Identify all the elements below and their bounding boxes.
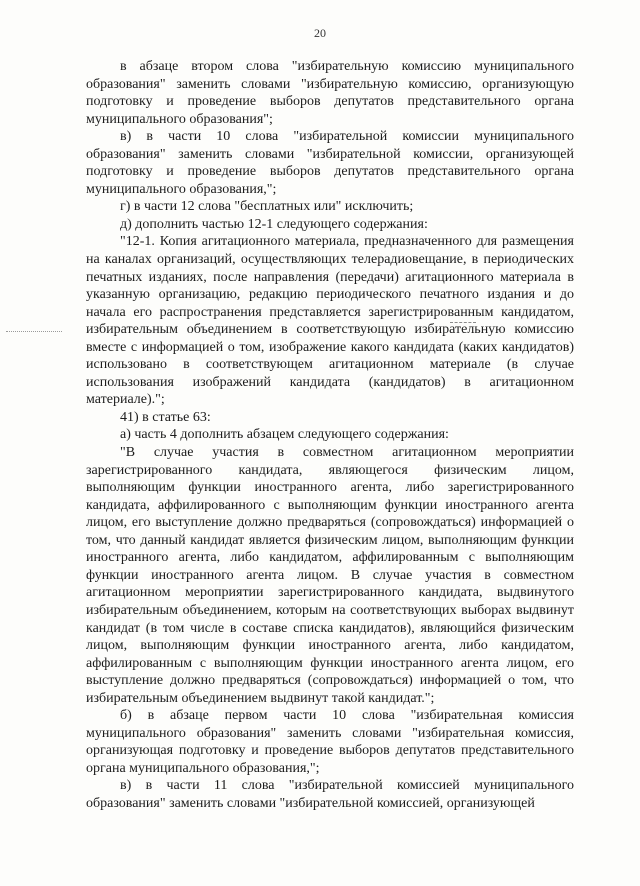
document-body: [86, 58, 574, 813]
paragraph: г) в части 12 слова "бесплатных или" исключить;: [120, 199, 414, 215]
paragraph: б) в абзаце первом части 10 слова "избирательная комиссия муниципального образования" заменить словами "избирательная комиссия, организующая подготовку и проведение выборов депутатов представительного органа муниципального образования,";: [86, 708, 574, 776]
paragraph: 41) в статье 63:: [120, 409, 211, 425]
scan-artifact-mark: [6, 331, 62, 332]
paragraph: в абзаце втором слова "избирательную комиссию муниципального образования" заменить словами "избирательную комиссию, организующую подготовку и проведение выборов депутатов представительного органа муниципального образования";: [86, 59, 574, 127]
paragraph: в) в части 10 слова "избирательной комиссии муниципального образования" заменить словами "избирательной комиссии, организующей подготовку и проведение выборов депутатов представительного органа муниципального образования,";: [86, 129, 574, 197]
paragraph: в) в части 11 слова "избирательной комиссией муниципального образования" заменить словами "избирательной комиссией, организующей: [86, 778, 574, 811]
paragraph: "В случае участия в совместном агитационном мероприятии зарегистрированного кандидата, являющегося физическим лицом, выполняющим функции иностранного агента, либо зарегистрированного кандидата, аффилированного с выполняющим функции иностранного агента лицом, его выступление должно предваряться (сопровождаться) информацией о том, что данный кандидат является физическим лицом, выполняющим функции иностранного агента, либо кандидатом, аффилированным с выполняющим функции иностранного агента лицом. В случае участия в совместном агитационном мероприятии зарегистрированного кандидата, выдвинутого избирательным объединением, которым на соответствующих выборах выдвинут кандидат (в том числе в составе списка кандидатов), являющийся физическим лицом, выполняющим функции иностранного агента, либо кандидатом, аффилированным с выполняющим функции иностранного агента лицом, его выступление должно предваряться (сопровождаться) информацией о том, что избирательным объединением выдвинут такой кандидат.";: [86, 445, 574, 706]
paragraph: "12-1. Копия агитационного материала, предназначенного для размещения на каналах организаций, осуществляющих телерадиовещание, в периодических печатных изданиях, после направления (передачи) агитационного материала в указанную организацию, редакцию периодического печатного издания и до начала его распространения представляется зарегистрированным кандидатом, избирательным объединением в соответствующую избирательную комиссию вместе с информацией о том, изображение какого кандидата (каких кандидатов) использовано в соответствующем агитационном материале (в случае использования изображений кандидата (кандидатов) в агитационном материале).";: [86, 234, 574, 408]
paragraph: а) часть 4 дополнить абзацем следующего содержания:: [120, 427, 449, 443]
page-number: 20: [314, 26, 326, 40]
paragraph: д) дополнить частью 12-1 следующего содержания:: [120, 216, 428, 232]
